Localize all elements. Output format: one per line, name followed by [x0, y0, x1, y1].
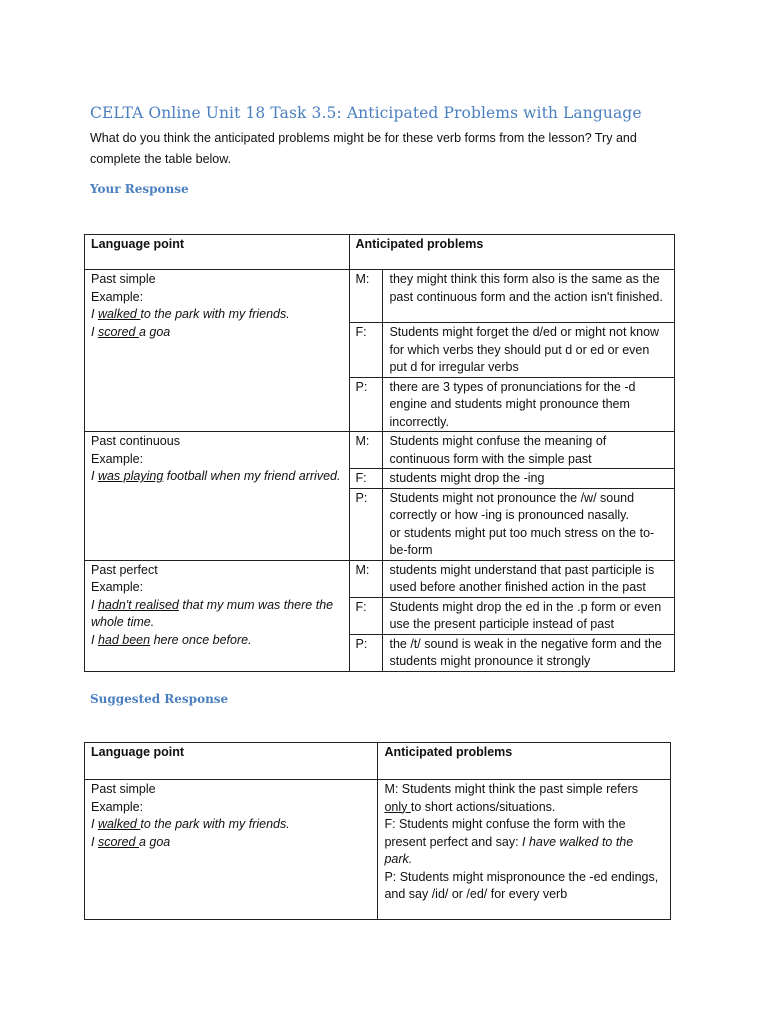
column-header-language-point: Language point: [85, 235, 350, 270]
form-problem: Students might drop the ed in the .p form or even use the present participle instead of past: [383, 597, 675, 634]
meaning-problem: [384, 781, 664, 816]
problem-text: F: Students might confuse the form with the present perfect and say:: [384, 817, 626, 849]
meaning-label: M:: [349, 270, 383, 323]
pronunciation-label: P:: [349, 377, 383, 432]
pronunciation-problem: Students might not pronounce the /w/ sound correctly or how -ing is pronounced nasally.: [389, 490, 635, 522]
pronunciation-label: P:: [349, 634, 383, 671]
problem-text: to short actions/situations.: [410, 799, 556, 814]
form-label: F:: [349, 597, 383, 634]
pronunciation-problem: the /t/ sound is weak in the negative form and the students might pronounce it strongly: [383, 634, 675, 671]
example-label: Example:: [91, 451, 144, 466]
example-verb: scored: [97, 324, 139, 339]
problem-example: I have walked to the park.: [384, 834, 634, 866]
intro-text: What do you think the anticipated problems might be for these verb forms from the lesson? Try and complete the table below.: [90, 131, 637, 166]
problem-emphasis: only: [384, 799, 411, 814]
page-title: CELTA Online Unit 18 Task 3.5: Anticipated Problems with Language: [90, 104, 642, 122]
example-verb: had been: [97, 632, 151, 647]
pronunciation-problem-cell: [383, 488, 675, 560]
example-sentence: [91, 632, 343, 650]
meaning-problem: students might understand that past participle is used before another finished action in the past: [383, 560, 675, 597]
meaning-problem: they might think this form also is the same as the past continuous form and the action isn't finished.: [383, 270, 675, 323]
example-verb: walked: [97, 307, 141, 321]
problem-text: M: Students might think the past simple refers: [384, 782, 639, 796]
language-point-cell: [85, 560, 350, 671]
example-label: Example:: [91, 799, 144, 814]
example-text: here once before.: [150, 632, 252, 647]
example-sentence: [91, 468, 343, 486]
table-row: [85, 560, 675, 597]
verb-form: Past simple: [91, 272, 156, 286]
table-header-row: [85, 235, 675, 270]
example-text: to the park with my friends.: [140, 307, 290, 321]
example-verb: hadn't realised: [97, 597, 179, 612]
column-header-anticipated-problems: Anticipated problems: [378, 743, 671, 780]
example-text: I: [91, 632, 98, 647]
verb-form: Past simple: [91, 782, 156, 796]
example-text: I: [91, 597, 98, 612]
example-text: a goa: [138, 324, 171, 339]
example-verb: walked: [97, 817, 141, 831]
example-text: a goa: [138, 834, 171, 849]
meaning-label: M:: [349, 432, 383, 469]
example-sentence: [91, 306, 343, 324]
column-header-language-point: Language point: [85, 743, 378, 780]
form-label: F:: [349, 323, 383, 378]
example-verb: was playing: [97, 469, 164, 483]
form-problem: Students might forget the d/ed or might not know for which verbs they should put d or ed or even put d for irregular verbs: [383, 323, 675, 378]
example-text: I: [91, 307, 98, 321]
suggested-response-heading: Suggested Response: [90, 692, 229, 706]
language-point-cell: [85, 270, 350, 432]
example-text: that my mum was there the whole time.: [91, 597, 334, 629]
example-label: Example:: [91, 289, 144, 304]
anticipated-problems-cell: [378, 780, 671, 920]
language-point-cell: [85, 780, 378, 920]
pronunciation-problem: P: Students might mispronounce the -ed endings, and say /id/ or /ed/ for every verb: [384, 869, 659, 901]
example-text: to the park with my friends.: [140, 817, 290, 831]
form-problem: students might drop the -ing: [383, 469, 675, 489]
example-text: I: [91, 817, 98, 831]
form-problem: [384, 816, 664, 869]
example-text: I: [91, 834, 98, 849]
example-label: Example:: [91, 580, 144, 594]
example-text: I: [91, 324, 98, 339]
pronunciation-problem-extra: or students might put too much stress on the to-be-form: [389, 525, 655, 557]
language-point-cell: [85, 432, 350, 561]
example-sentence: [91, 597, 343, 632]
example-verb: scored: [97, 834, 139, 849]
example-sentence: [91, 834, 371, 852]
meaning-label: M:: [349, 560, 383, 597]
form-label: F:: [349, 469, 383, 489]
your-response-table: [84, 234, 675, 672]
pronunciation-problem: there are 3 types of pronunciations for the -d engine and students might pronounce them incorrectly.: [383, 377, 675, 432]
meaning-problem: Students might confuse the meaning of continuous form with the simple past: [383, 432, 675, 469]
table-row: [85, 780, 671, 920]
table-header-row: [85, 743, 671, 780]
example-sentence: [91, 324, 343, 342]
column-header-anticipated-problems: Anticipated problems: [349, 235, 674, 270]
table-row: [85, 270, 675, 323]
your-response-heading: Your Response: [90, 182, 189, 196]
suggested-response-table: [84, 742, 671, 920]
example-text: football when my friend arrived.: [163, 469, 341, 483]
example-text: I: [91, 469, 98, 483]
verb-form: Past continuous: [91, 434, 180, 448]
table-row: [85, 432, 675, 469]
verb-form: Past perfect: [91, 562, 158, 577]
pronunciation-label: P:: [349, 488, 383, 560]
example-sentence: [91, 816, 371, 834]
